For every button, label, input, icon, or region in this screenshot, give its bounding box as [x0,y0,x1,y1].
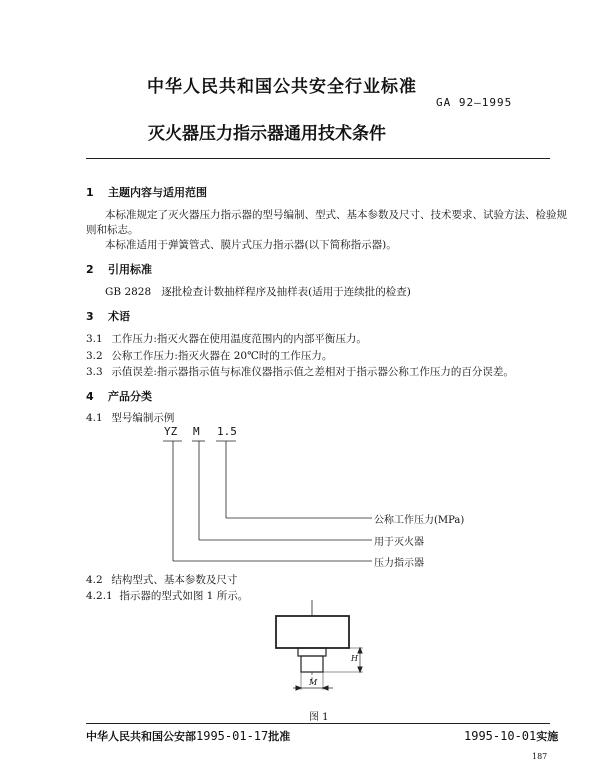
subsection-4-1: 4.1 型号编制示例 [86,412,175,424]
figure-dimension-h: H [351,654,358,663]
section-1-heading: 1 主题内容与适用范围 [86,186,207,199]
subsection-4-2: 4.2 结构型式、基本参数及尺寸 [86,574,238,586]
approval-line: 中华人民共和国公安部1995-01-17批准 [86,729,291,743]
leader-label-nominal-pressure: 公称工作压力(MPa) [374,515,465,526]
leader-label-for-extinguisher: 用于灭火器 [374,537,424,548]
figure-caption: 图 1 [309,712,329,723]
term-item: 3.2 公称工作压力:指灭火器在 20℃时的工作压力。 [86,350,333,362]
standard-code: GA 92—1995 [436,96,513,109]
section-1-para-1b: 则和标志。 [86,224,139,236]
section-1-para-1a: 本标准规定了灭火器压力指示器的型号编制、型式、基本参数及尺寸、技术要求、试验方法、检验规 [105,209,567,221]
section-3-heading: 3 术语 [86,310,130,323]
page-number: 187 [532,752,548,761]
figure-1-indicator-drawing [265,598,375,708]
section-4-heading: 4 产品分类 [86,390,152,403]
reference-title: 逐批检查计数抽样程序及抽样表(适用于连续批的检查) [161,286,411,298]
model-code-part-m: M [193,425,200,438]
term-item: 3.1 工作压力:指灭火器在使用温度范围内的内部平衡压力。 [86,333,367,345]
subsection-4-2-1: 4.2.1 指示器的型式如图 1 所示。 [86,590,249,602]
figure-dimension-m: M [309,678,318,687]
section-2-heading: 2 引用标准 [86,263,152,276]
leader-label-pressure-indicator: 压力指示器 [374,558,424,569]
standard-category: 中华人民共和国公共安全行业标准 [147,77,417,97]
footer-rule [86,723,550,724]
document-title: 灭火器压力指示器通用技术条件 [148,124,386,144]
model-code-part-pressure: 1.5 [217,425,237,438]
implementation-line: 1995-10-01实施 [464,729,559,743]
section-1-para-2: 本标准适用于弹簧管式、膜片式压力指示器(以下简称指示器)。 [105,239,397,251]
term-item: 3.3 示值误差:指示器指示值与标准仪器指示值之差相对于指示器公称工作压力的百分误差。 [86,366,514,378]
reference-code: GB 2828 [105,286,152,298]
model-code-part-yz: YZ [164,425,178,438]
